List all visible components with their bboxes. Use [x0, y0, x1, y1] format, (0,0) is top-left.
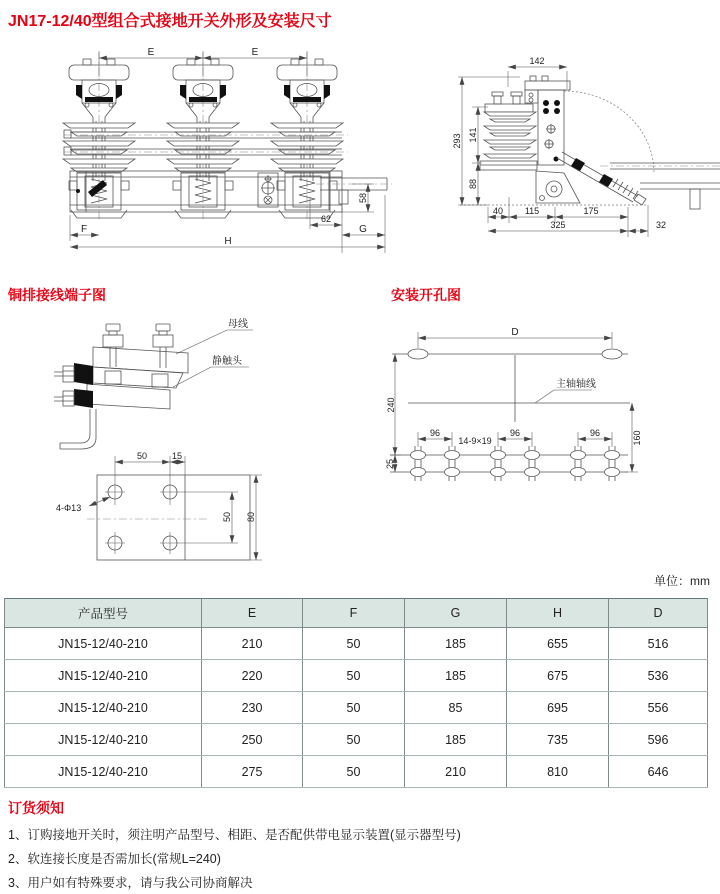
- cell-value: 735: [507, 724, 609, 756]
- dim-label-80: 80: [246, 511, 256, 523]
- cell-model: JN15-12/40-210: [5, 724, 202, 756]
- notes-list: [8, 827, 461, 894]
- cell-value: 50: [303, 756, 405, 788]
- cell-value: 50: [303, 628, 405, 660]
- dim-label-160: 160: [632, 430, 642, 446]
- table-row: [5, 724, 708, 756]
- install-holes-drawing: [385, 325, 720, 495]
- holes-label: 4-Φ13: [56, 503, 82, 513]
- dim-label-175: 175: [583, 206, 599, 216]
- col-header-g: G: [405, 599, 507, 628]
- static-contact-label: 静触头: [212, 356, 242, 367]
- dim-label-40: 40: [492, 206, 504, 216]
- cell-value: 516: [609, 628, 708, 660]
- spec-table: [4, 598, 708, 788]
- dim-label-142: 142: [529, 56, 545, 66]
- cell-value: 810: [507, 756, 609, 788]
- note-item: 2、软连接长度是否需加长(常规L=240): [8, 852, 221, 866]
- cell-value: 50: [303, 692, 405, 724]
- cell-value: 185: [405, 660, 507, 692]
- cell-value: 85: [405, 692, 507, 724]
- dim-label-96a: 96: [429, 428, 441, 438]
- dim-label-15: 15: [171, 451, 183, 461]
- page-title: JN17-12/40型组合式接地开关外形及安装尺寸: [8, 13, 332, 30]
- unit-label: 单位：mm: [654, 574, 710, 588]
- dim-label-50b: 50: [222, 511, 232, 523]
- terminal-section-title: 铜排接线端子图: [8, 287, 106, 303]
- cell-value: 675: [507, 660, 609, 692]
- note-item: 3、用户如有特殊要求，请与我公司协商解决: [8, 876, 253, 890]
- cell-value: 556: [609, 692, 708, 724]
- table-header-row: [5, 599, 708, 628]
- cell-model: JN15-12/40-210: [5, 756, 202, 788]
- cell-value: 220: [202, 660, 303, 692]
- col-header-e: E: [202, 599, 303, 628]
- dim-label-h: H: [224, 236, 232, 247]
- cell-value: 230: [202, 692, 303, 724]
- table-row: [5, 628, 708, 660]
- notes-title: 订货须知: [8, 800, 64, 816]
- mounting-plate-drawing: [40, 450, 280, 575]
- dim-label-141: 141: [468, 127, 478, 143]
- axis-label: 主轴轴线: [556, 379, 596, 390]
- dim-label-58: 58: [358, 192, 368, 204]
- dim-label-50a: 50: [136, 451, 148, 461]
- col-header-h: H: [507, 599, 609, 628]
- col-header-model: 产品型号: [5, 599, 202, 628]
- dim-label-g: G: [359, 224, 367, 235]
- table-row: [5, 692, 708, 724]
- cell-model: JN15-12/40-210: [5, 660, 202, 692]
- terminal-drawing: [50, 305, 310, 455]
- cell-value: 536: [609, 660, 708, 692]
- cell-model: JN15-12/40-210: [5, 692, 202, 724]
- busbar-label: 母线: [228, 319, 248, 330]
- dim-label-32: 32: [655, 220, 667, 230]
- front-view-drawing: [40, 45, 405, 265]
- install-section-title: 安装开孔图: [391, 287, 461, 303]
- cell-model: JN15-12/40-210: [5, 628, 202, 660]
- cell-value: 210: [202, 628, 303, 660]
- dim-label-e1: E: [147, 47, 155, 58]
- cell-value: 50: [303, 660, 405, 692]
- dim-label-240: 240: [386, 397, 396, 413]
- cell-value: 275: [202, 756, 303, 788]
- note-item: 1、订购接地开关时，须注明产品型号、相距、是否配供带电显示装置(显示器型号): [8, 828, 461, 842]
- dim-label-96c: 96: [589, 428, 601, 438]
- cell-value: 185: [405, 724, 507, 756]
- dim-label-325: 325: [550, 220, 566, 230]
- dim-label-25: 25: [385, 458, 395, 470]
- cell-value: 50: [303, 724, 405, 756]
- cell-value: 655: [507, 628, 609, 660]
- table-row: [5, 660, 708, 692]
- dim-label-62: 62: [320, 214, 332, 224]
- cell-value: 250: [202, 724, 303, 756]
- table-row: [5, 756, 708, 788]
- dim-label-d: D: [511, 327, 519, 338]
- cell-value: 596: [609, 724, 708, 756]
- col-header-d: D: [609, 599, 708, 628]
- cell-value: 210: [405, 756, 507, 788]
- dim-label-88: 88: [468, 178, 478, 190]
- slots-label: 14-9×19: [458, 436, 492, 446]
- side-view-drawing: [430, 45, 720, 250]
- cell-value: 695: [507, 692, 609, 724]
- dim-label-96b: 96: [509, 428, 521, 438]
- dim-label-293: 293: [452, 133, 462, 149]
- spec-table-body: [5, 628, 708, 788]
- dim-label-f: F: [80, 224, 88, 235]
- dim-label-115: 115: [524, 206, 540, 216]
- col-header-f: F: [303, 599, 405, 628]
- dim-label-e2: E: [251, 47, 259, 58]
- cell-value: 185: [405, 628, 507, 660]
- cell-value: 646: [609, 756, 708, 788]
